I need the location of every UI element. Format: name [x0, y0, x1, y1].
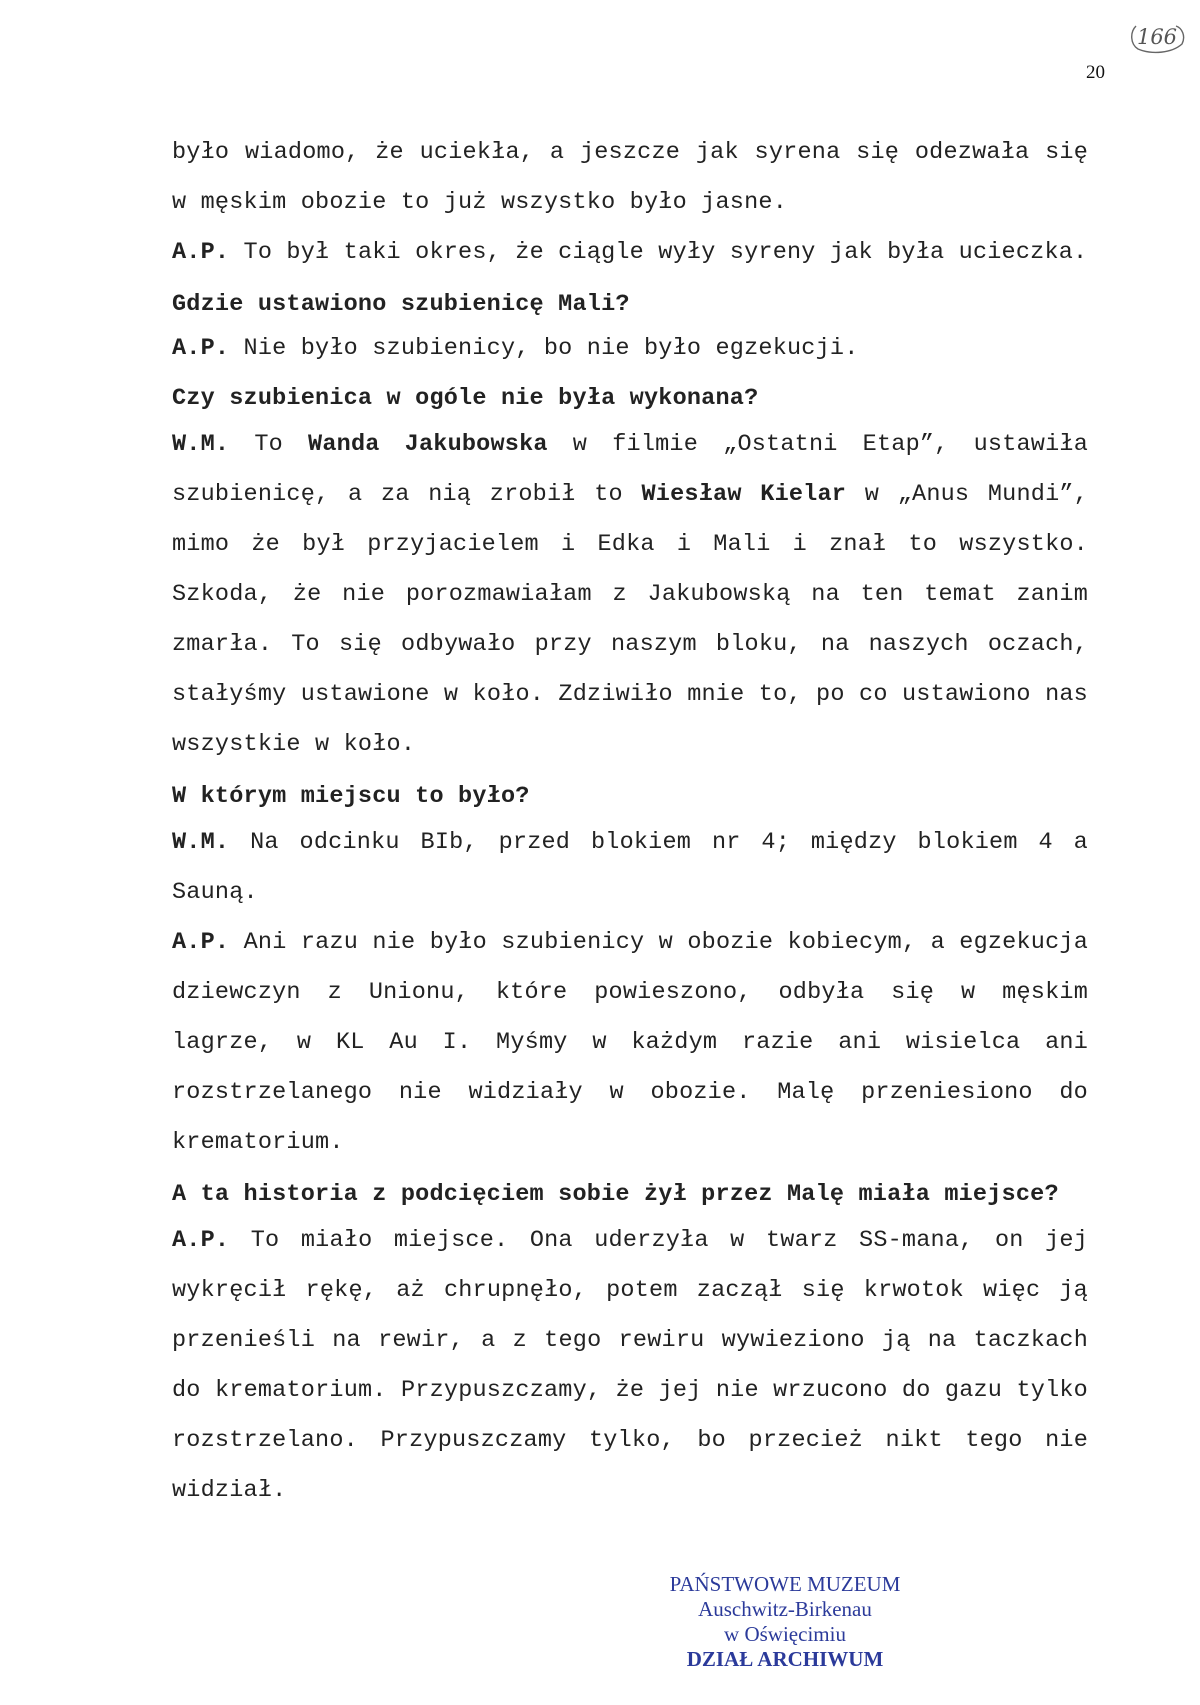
- speaker-label: A.P.: [172, 239, 230, 266]
- paragraph-text: w filmie „Ostatni Etap”, ustawiła szubienicę, a za nią zrobił to: [172, 431, 1089, 508]
- paragraph-text: Na odcinku BIb, przed blokiem nr 4; między blokiem 4 a Sauną.: [172, 829, 1088, 906]
- archive-stamp: [590, 1572, 980, 1672]
- stamp-line: DZIAŁ ARCHIWUM: [686, 1647, 884, 1671]
- speaker-label: W.M.: [172, 829, 230, 856]
- paragraph-text: Ani razu nie było szubienicy w obozie kobiecym, a egzekucja dziewczyn z Unionu, które powieszono, odbyła się w męskim lagrze, w KL Au I. Myśmy w każdym razie ani wisielca ani rozstrzelanego nie widziały w obozie. Malę przeniesiono do krematorium.: [172, 929, 1088, 1156]
- stamp-line: Auschwitz-Birkenau: [698, 1597, 872, 1621]
- speaker-label: A.P.: [172, 1227, 230, 1254]
- stamp-line: w Oświęcimiu: [724, 1622, 846, 1646]
- paragraph: [172, 326, 1088, 372]
- archive-number: [1128, 20, 1186, 54]
- paragraph: [172, 128, 1088, 228]
- paragraph: [172, 1216, 1088, 1516]
- question: Czy szubienica w ogóle nie była wykonana?: [172, 385, 759, 412]
- question: A ta historia z podcięciem sobie żył przez Malę miała miejsce?: [172, 1181, 1059, 1208]
- paragraph: [172, 918, 1088, 1168]
- person-name: Wiesław Kielar: [641, 481, 847, 508]
- person-name: Wanda Jakubowska: [308, 431, 548, 458]
- paragraph: [172, 818, 1088, 918]
- paragraph-text: To miało miejsce. Ona uderzyła w twarz SS-mana, on jej wykręcił rękę, aż chrupnęło, potem zaczął się krwotok więc ją przenieśli na rewir, a z tego rewiru wywieziono ją na taczkach do krematorium. Przypuszczamy, że jej nie wrzucono do gazu tylko rozstrzelano. Przypuszczamy tylko, bo przecież nikt tego nie widział.: [172, 1227, 1088, 1504]
- document-body: [172, 128, 1088, 1516]
- page-number: 20: [1086, 62, 1105, 83]
- paragraph-text: Nie było szubienicy, bo nie było egzekucji.: [229, 335, 859, 362]
- paragraph-text: w „Anus Mundi”, mimo że był przyjacielem i Edka i Mali i znał to wszystko. Szkoda, że nie porozmawiałam z Jakubowską na ten temat zanim zmarła. To się odbywało przy naszym bloku, na naszych oczach, stałyśmy ustawione w koło. Zdziwiło mnie to, po co ustawiono nas wszystkie w koło.: [172, 481, 1088, 758]
- question: W którym miejscu to było?: [172, 783, 530, 810]
- paragraph-text: To: [229, 431, 309, 458]
- question: Gdzie ustawiono szubienicę Mali?: [172, 291, 630, 318]
- paragraph: [172, 420, 1088, 770]
- paragraph-text: było wiadomo, że uciekła, a jeszcze jak syrena się odezwała się w męskim obozie to już wszystko było jasne.: [172, 139, 1088, 216]
- archive-number-text: 166: [1136, 25, 1178, 49]
- paragraph: [172, 228, 1088, 278]
- speaker-label: W.M.: [172, 431, 230, 458]
- speaker-label: A.P.: [172, 335, 230, 362]
- speaker-label: A.P.: [172, 929, 230, 956]
- paragraph-text: To był taki okres, że ciągle wyły syreny jak była ucieczka.: [229, 239, 1088, 266]
- stamp-line: PAŃSTWOWE MUZEUM: [669, 1572, 901, 1596]
